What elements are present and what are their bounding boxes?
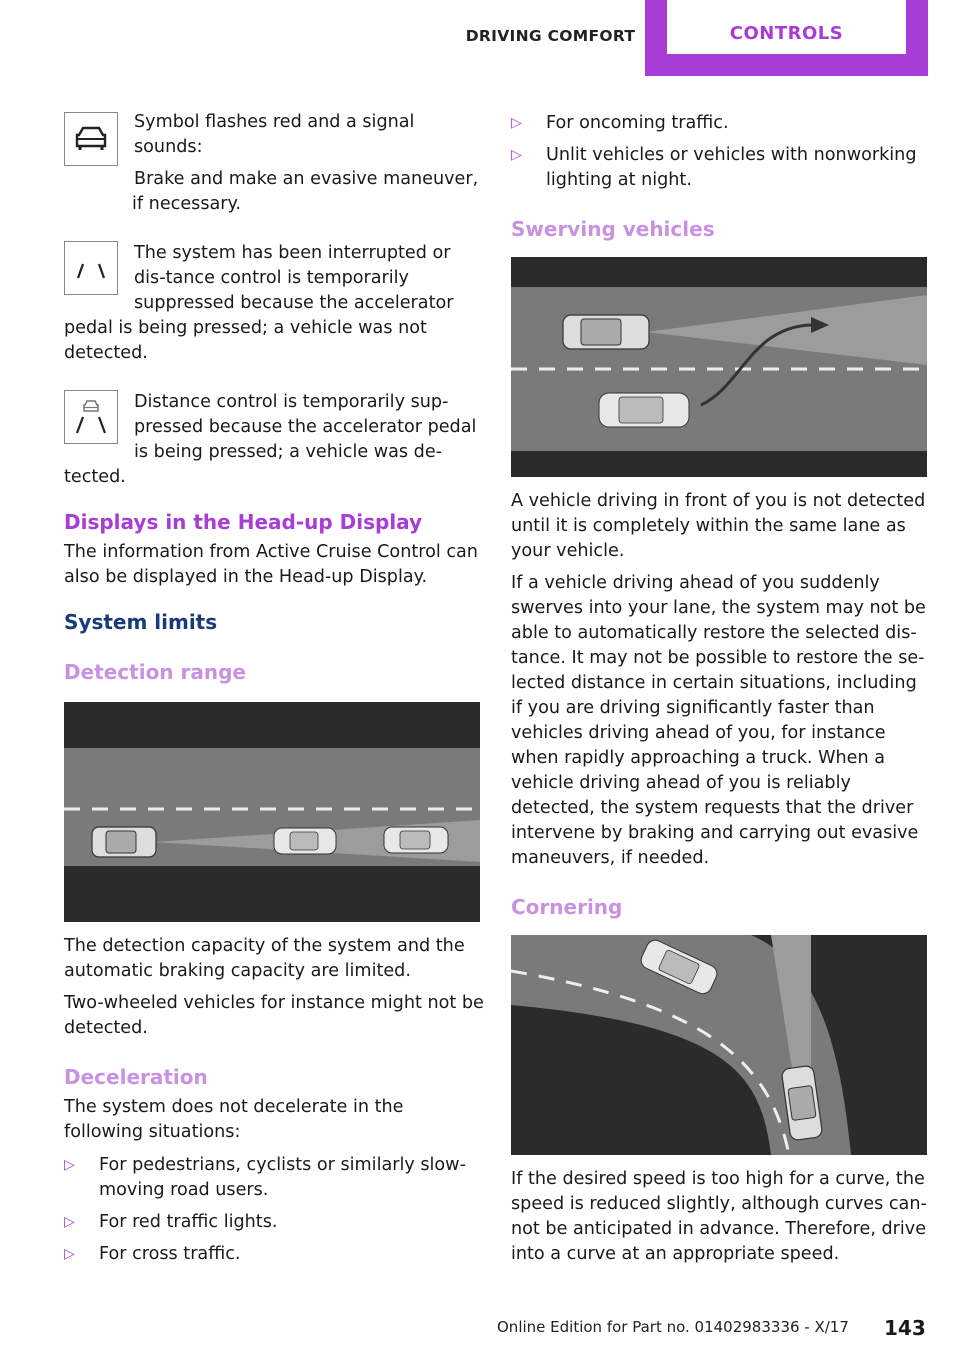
deceleration-text: The system does not decelerate in the following situations: xyxy=(64,1097,404,1142)
page-number: 143 xyxy=(884,1316,926,1340)
cornering-heading: Cornering xyxy=(511,895,623,919)
symbol2-text: The system has been interrupted or dis-tance control is temporarily suppressed because the accelerator pedal is being pressed; a vehicle was not detected. xyxy=(64,243,454,363)
symbol-block-detected xyxy=(64,376,484,490)
car-own xyxy=(92,827,156,857)
list-item: ▷ For pedestrians, cyclists or similarly slow-moving road users. xyxy=(64,1155,466,1200)
chapter-tab xyxy=(645,0,928,76)
range-p2: Two-wheeled vehicles for instance might not be detected. xyxy=(64,993,484,1038)
hud-heading: Displays in the Head-up Display xyxy=(64,510,423,534)
list-item: ▷ For oncoming traffic. xyxy=(511,111,931,136)
chapter-tab-label: CONTROLS xyxy=(667,0,906,54)
edition-footer: Online Edition for Part no. 01402983336 - X/17 xyxy=(497,1318,849,1336)
list-item: ▷ For red traffic lights. xyxy=(64,1210,484,1235)
detection-range-figure xyxy=(64,702,480,922)
symbol-block-warning xyxy=(64,100,484,217)
triangle-bullet-icon: ▷ xyxy=(64,1246,75,1262)
symbol1-line2: Brake and make an evasive maneuver, if necessary. xyxy=(132,169,479,214)
list-item: ▷ For cross traffic. xyxy=(64,1242,484,1267)
triangle-bullet-icon: ▷ xyxy=(64,1157,75,1173)
situations-list-continued xyxy=(511,111,931,193)
symbol-block-interrupted xyxy=(64,227,484,366)
triangle-bullet-icon: ▷ xyxy=(511,115,522,131)
left-column xyxy=(64,100,484,1267)
swerving-p2: If a vehicle driving ahead of you suddenly swerves into your lane, the system may not be able to automatically restore the selected dis-tance. It may not be possible to restore the se-lected distance in certain situations, including if you are driving significantly faster than vehicles driving ahead of you, for instance when rapidly approaching a truck. When a vehicle driving ahead of you is reliably detected, the system requests that the driver intervene by braking and carrying out evasive maneuvers, if needed. xyxy=(511,573,926,868)
section-tab: DRIVING COMFORT xyxy=(465,27,636,45)
deceleration-heading: Deceleration xyxy=(64,1065,208,1089)
hud-text: The information from Active Cruise Control can also be displayed in the Head-up Display. xyxy=(64,542,478,587)
swerving-p1: A vehicle driving in front of you is not detected until it is completely within the same lane as your vehicle. xyxy=(511,491,926,561)
list-item: ▷ Unlit vehicles or vehicles with nonworking lighting at night. xyxy=(511,145,917,190)
range-heading: Detection range xyxy=(64,660,246,684)
lane-lines-icon xyxy=(64,241,118,295)
right-column xyxy=(511,111,931,1267)
range-p1: The detection capacity of the system and the automatic braking capacity are limited. xyxy=(64,936,465,981)
triangle-bullet-icon: ▷ xyxy=(64,1214,75,1230)
lane-car-icon xyxy=(64,390,118,444)
swerving-vehicles-figure xyxy=(511,257,927,477)
car-warning-icon xyxy=(64,112,118,166)
symbol1-line1: Symbol flashes red and a signal sounds: xyxy=(134,112,415,157)
swerving-heading: Swerving vehicles xyxy=(511,217,715,241)
triangle-bullet-icon: ▷ xyxy=(511,147,522,163)
cornering-figure xyxy=(511,935,927,1155)
deceleration-list xyxy=(64,1153,484,1267)
limits-heading: System limits xyxy=(64,610,218,634)
symbol3-text: Distance control is temporarily sup-pressed because the accelerator pedal is being pressed; a vehicle was de-tected. xyxy=(64,392,477,487)
cornering-text: If the desired speed is too high for a curve, the speed is reduced slightly, although curves can-not be anticipated in advance. Therefore, drive into a curve at an appropriate speed. xyxy=(511,1169,927,1264)
